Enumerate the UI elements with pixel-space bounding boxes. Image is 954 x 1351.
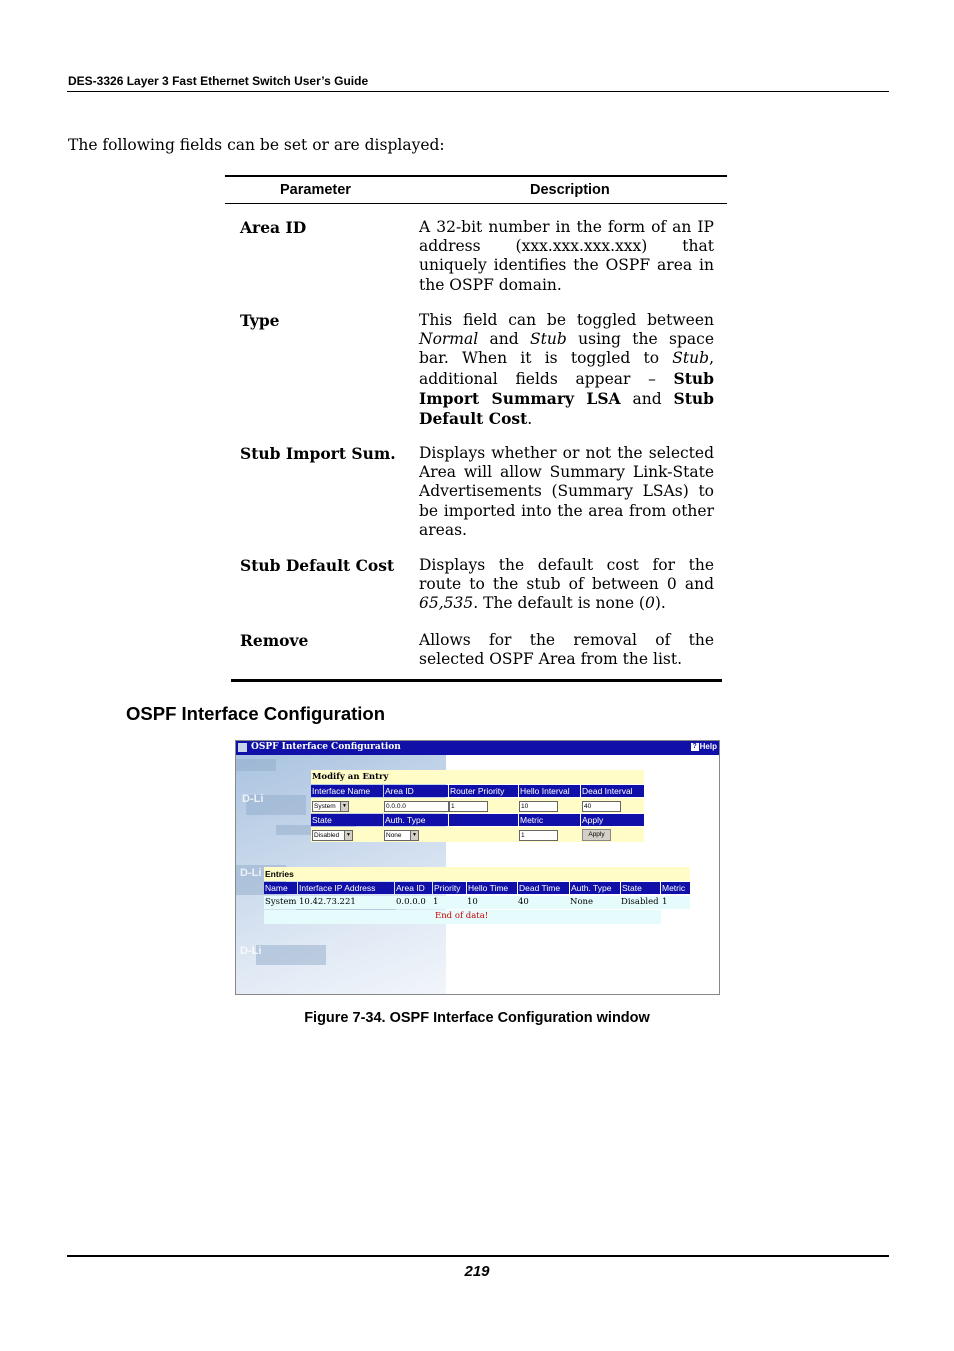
param-desc: Allows for the removal of the selected OSPF Area from the list. [419, 631, 714, 669]
entries-col-area-id: Area ID [395, 882, 432, 894]
col-apply: Apply [581, 814, 644, 826]
parameter-table-header [225, 175, 727, 204]
state-value: Disabled [314, 832, 340, 839]
table-bottom-rule [231, 679, 722, 682]
col-state: State [311, 814, 383, 826]
desc-text: using the space bar. When it is toggled to [419, 330, 715, 368]
entries-col-auth-type: Auth. Type [570, 882, 620, 894]
section-title: OSPF Interface Configuration [126, 703, 386, 724]
col-router-priority: Router Priority [449, 785, 518, 797]
entry-dead-time: 40 [518, 897, 529, 907]
metric-input[interactable]: 1 [519, 830, 558, 841]
window-title-bar [236, 741, 719, 755]
ospf-interface-window [235, 740, 720, 995]
entries-col-interface-ip: Interface IP Address [298, 882, 394, 894]
param-desc [419, 311, 714, 429]
state-select[interactable] [312, 830, 353, 841]
desc-text: Displays the default cost for the route to the stub of between 0 and [419, 556, 714, 594]
entries-col-dead-time: Dead Time [518, 882, 569, 894]
interface-name-select[interactable] [312, 801, 349, 812]
bg-logo-text: D-Li [242, 793, 264, 805]
intro-text: The following fields can be set or are displayed: [68, 136, 445, 154]
entries-col-hello-time: Hello Time [467, 882, 517, 894]
header-description: Description [530, 182, 610, 198]
param-name: Area ID [240, 218, 307, 237]
param-desc [419, 556, 714, 614]
col-hello-interval: Hello Interval [519, 785, 580, 797]
auth-type-value: None [386, 832, 402, 839]
entry-name: System [265, 897, 297, 907]
desc-italic: Stub [530, 330, 567, 349]
desc-text: , additional fields appear – [419, 349, 714, 388]
help-icon: ? [692, 742, 697, 750]
apply-button[interactable]: Apply [582, 829, 611, 841]
param-desc: A 32-bit number in the form of an IP address (xxx.xxx.xxx.xxx) that uniquely identifies the OSPF area in the OSPF domain. [419, 218, 714, 294]
entry-auth-type: None [570, 897, 594, 907]
window-title: OSPF Interface Configuration [251, 742, 401, 752]
desc-text: . The default is none ( [473, 594, 645, 613]
entries-title: Entries [264, 867, 690, 881]
desc-text: . [527, 410, 533, 429]
area-id-input[interactable]: 0.0.0.0 [384, 801, 449, 812]
desc-text: and [620, 389, 674, 408]
col-blank [449, 814, 518, 826]
desc-italic: 0 [644, 594, 655, 613]
desc-bold: Stub Default Cost [419, 388, 715, 429]
hello-interval-input[interactable]: 10 [519, 801, 558, 812]
col-metric: Metric [519, 814, 580, 826]
document-header-title: DES-3326 Layer 3 Fast Ethernet Switch User’s Guide [68, 74, 369, 88]
entry-area-id: 0.0.0.0 [396, 897, 426, 907]
bg-logo-text: D-Li [240, 867, 262, 879]
desc-italic: 65,535 [419, 594, 474, 613]
entries-col-name: Name [264, 882, 297, 894]
header-rule [67, 91, 889, 92]
dropdown-arrow-icon: ▼ [410, 831, 418, 840]
entries-col-state: State [621, 882, 660, 894]
header-parameter: Parameter [280, 182, 351, 198]
param-name: Remove [240, 631, 309, 650]
param-name: Stub Import Sum. [240, 444, 396, 463]
col-dead-interval: Dead Interval [581, 785, 644, 797]
col-auth-type: Auth. Type [384, 814, 448, 826]
help-label: Help [699, 742, 717, 751]
footer-rule [67, 1255, 889, 1257]
bg-logo-text: D-Li [240, 945, 262, 957]
entry-state: Disabled [621, 897, 659, 907]
desc-bold: Stub Import Summary LSA [419, 368, 714, 408]
auth-type-select[interactable] [384, 830, 419, 841]
entry-priority: 1 [433, 897, 439, 907]
param-name: Stub Default Cost [240, 556, 395, 575]
entry-hello-time: 10 [467, 897, 478, 907]
desc-text: This field can be toggled between [419, 311, 714, 329]
desc-text: and [478, 330, 531, 349]
entries-col-priority: Priority [433, 882, 466, 894]
param-desc: Displays whether or not the selected Area will allow Summary Link-State Advertisements (Summary LSAs) to be imported into the area from other areas. [419, 444, 714, 539]
dropdown-arrow-icon: ▼ [344, 831, 352, 840]
col-interface-name: Interface Name [311, 785, 383, 797]
entries-col-metric: Metric [661, 882, 690, 894]
entry-metric: 1 [662, 897, 668, 907]
interface-name-value: System [314, 803, 336, 810]
desc-text: ). [654, 594, 666, 613]
desc-italic: Stub [672, 349, 710, 368]
param-name: Type [240, 311, 280, 330]
help-link[interactable] [691, 742, 717, 751]
router-priority-input[interactable]: 1 [449, 801, 488, 812]
figure-caption: Figure 7-34. OSPF Interface Configuration window [304, 1010, 650, 1026]
parameter-table [225, 175, 727, 669]
modify-entry-title: Modify an Entry [311, 770, 644, 784]
page-number: 219 [464, 1263, 490, 1280]
window-icon [238, 743, 247, 752]
entry-ip: 10.42.73.221 [299, 897, 356, 907]
dropdown-arrow-icon: ▼ [340, 802, 348, 811]
desc-italic: Normal [419, 330, 479, 349]
end-of-data-text: End of data! [435, 911, 489, 921]
col-area-id: Area ID [384, 785, 448, 797]
dead-interval-input[interactable]: 40 [582, 801, 621, 812]
